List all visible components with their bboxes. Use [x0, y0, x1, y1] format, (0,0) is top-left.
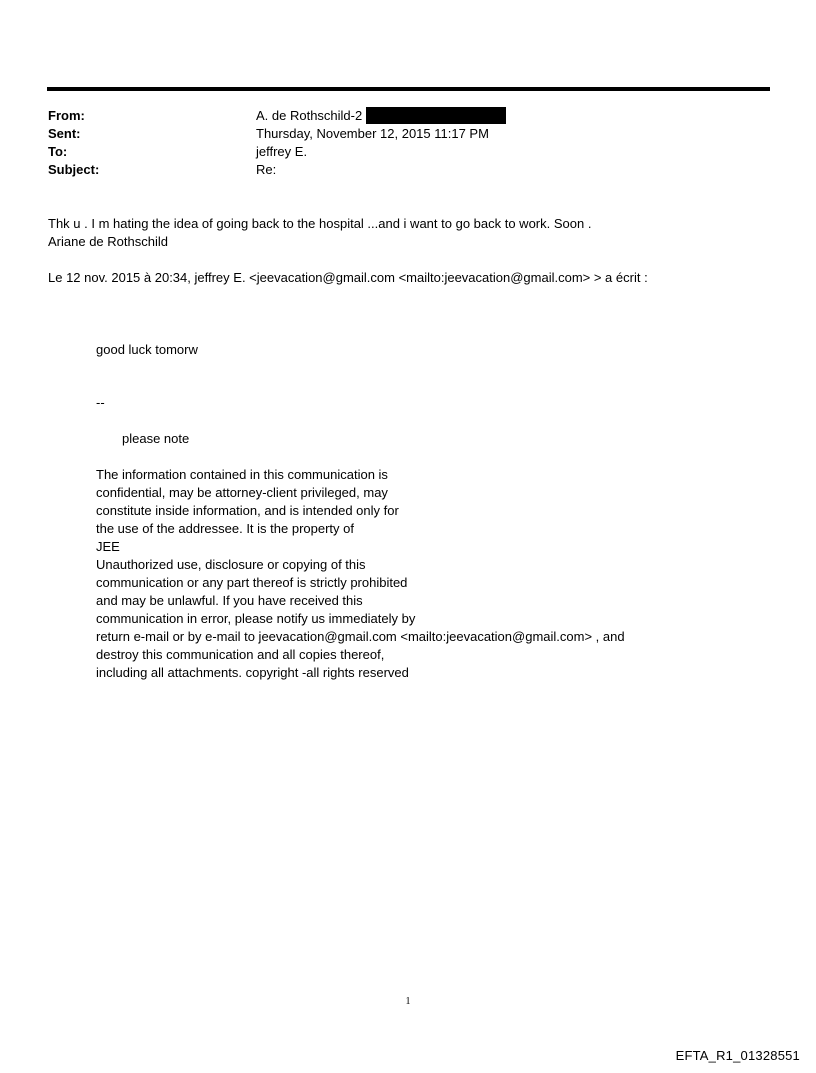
from-label: From: — [48, 108, 85, 123]
to-value: jeffrey E. — [256, 144, 308, 159]
quote-intro: Le 12 nov. 2015 à 20:34, jeffrey E. <jeevacation@gmail.com <mailto:jeevacation@gmail.com> > a écrit : — [48, 270, 648, 285]
disclaimer-line: destroy this communication and all copies thereof, — [96, 647, 385, 662]
to-label: To: — [48, 144, 68, 159]
disclaimer-line: confidential, may be attorney-client privileged, may — [96, 485, 388, 500]
disclaimer-line: The information contained in this communication is — [96, 467, 388, 482]
quoted-message: good luck tomorw — [96, 342, 198, 357]
disclaimer-line: including all attachments. copyright -all rights reserved — [96, 665, 409, 680]
from-name: A. de Rothschild-2 — [256, 108, 363, 123]
header-rule — [47, 87, 770, 91]
redaction-box — [366, 107, 506, 124]
sent-label: Sent: — [48, 126, 81, 141]
disclaimer-line: and may be unlawful. If you have received this — [96, 593, 363, 608]
disclaimer-line: communication or any part thereof is strictly prohibited — [96, 575, 408, 590]
disclaimer-line: communication in error, please notify us immediately by — [96, 611, 416, 626]
disclaimer-line: return e-mail or by e-mail to jeevacation@gmail.com <mailto:jeevacation@gmail.com> , and — [96, 629, 625, 644]
signature: Ariane de Rothschild — [48, 234, 168, 249]
message-line: Thk u . I m hating the idea of going back to the hospital ...and i want to go back to work. Soon . — [48, 216, 592, 231]
disclaimer-line: JEE — [96, 539, 120, 554]
from-value — [256, 107, 506, 125]
disclaimer-line: Unauthorized use, disclosure or copying of this — [96, 557, 366, 572]
sent-value: Thursday, November 12, 2015 11:17 PM — [256, 126, 489, 141]
page-number: 1 — [405, 996, 411, 1007]
disclaimer-line: constitute inside information, and is intended only for — [96, 503, 399, 518]
signature-separator: -- — [96, 395, 105, 410]
please-note: please note — [122, 431, 190, 446]
subject-label: Subject: — [48, 162, 100, 177]
disclaimer-line: the use of the addressee. It is the property of — [96, 521, 354, 536]
subject-value: Re: — [256, 162, 277, 177]
bates-number: EFTA_R1_01328551 — [675, 1048, 800, 1063]
